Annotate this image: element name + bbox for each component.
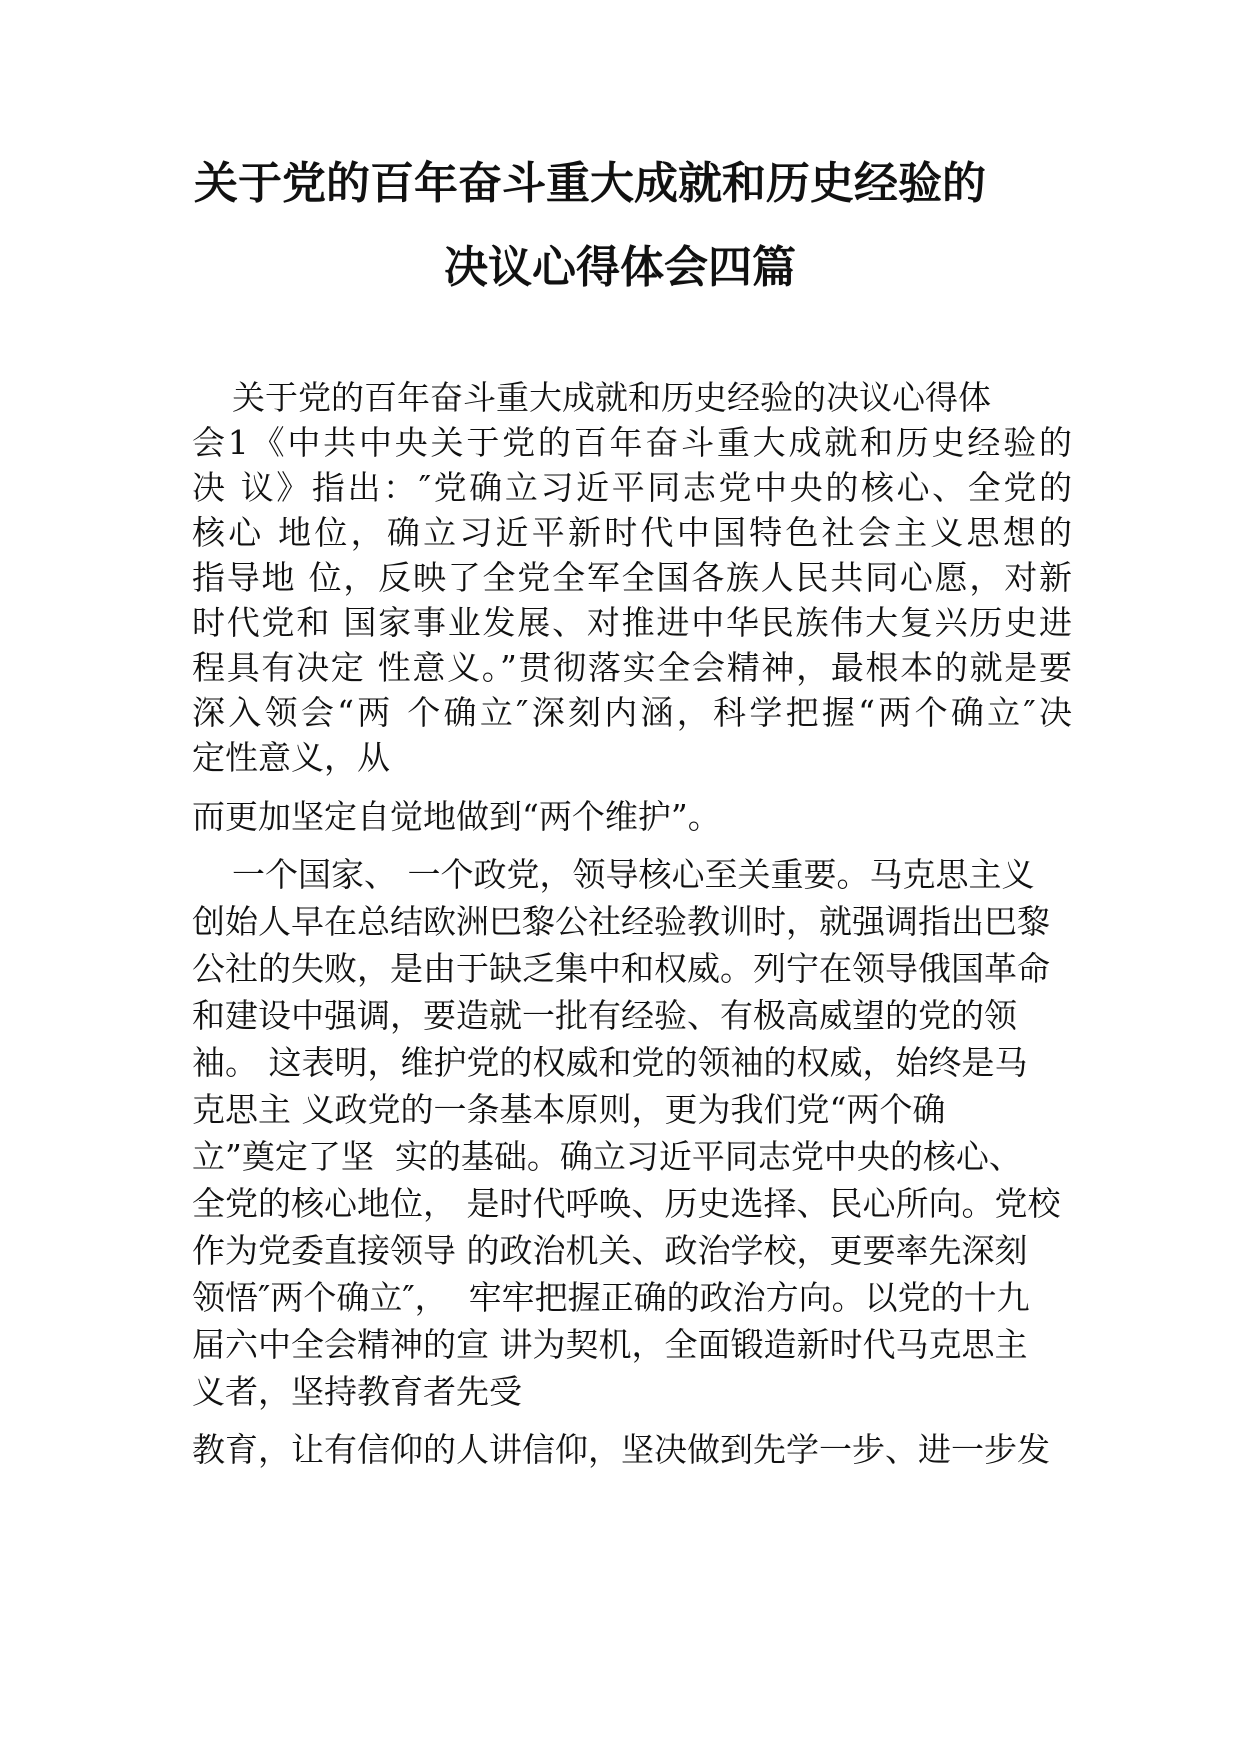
- body-line-16: 克思主 义政党的一条基本原则，更为我们党“两个确: [192, 1090, 946, 1129]
- document-title-line-1: 关于党的百年奋斗重大成就和历史经验的: [194, 158, 986, 209]
- body-line-18: 全党的核心地位， 是时代呼唤、历史选择、民心所向。党校: [192, 1184, 1061, 1223]
- body-line-10: 而更加坚定自觉地做到“两个维护”。: [192, 797, 721, 836]
- body-line-4: 核心 地位，确立习近平新时代中国特色社会主义思想的: [192, 513, 1072, 552]
- body-line-19: 作为党委直接领导 的政治机关、政治学校，更要率先深刻: [192, 1231, 1028, 1270]
- body-line-13: 公社的失败，是由于缺乏集中和权威。列宁在领导俄国革命: [192, 949, 1050, 988]
- body-line-14: 和建设中强调，要造就一批有经验、有极高威望的党的领: [192, 996, 1017, 1035]
- body-line-1: 关于党的百年奋斗重大成就和历史经验的决议心得体: [232, 378, 991, 417]
- body-line-2: 会1《中共中央关于党的百年奋斗重大成就和历史经验的: [192, 423, 1072, 462]
- body-line-23: 教育，让有信仰的人讲信仰，坚决做到先学一步、进一步发: [192, 1430, 1050, 1469]
- body-line-15: 袖。 这表明，维护党的权威和党的领袖的权威，始终是马: [192, 1043, 1028, 1082]
- body-line-22: 义者，坚持教育者先受: [192, 1372, 522, 1411]
- body-line-17: 立”奠定了坚 实的基础。确立习近平同志党中央的核心、: [192, 1137, 1022, 1176]
- body-line-8: 深入领会“两 个确立″深刻内涵，科学把握“两个确立″决: [192, 693, 1072, 732]
- document-title-line-2: 决议心得体会四篇: [444, 242, 796, 293]
- body-line-3: 决 议》指出：″党确立习近平同志党中央的核心、全党的: [192, 468, 1072, 507]
- body-line-7: 程具有决定 性意义。”贯彻落实全会精神，最根本的就是要: [192, 648, 1072, 687]
- body-line-21: 届六中全会精神的宣 讲为契机，全面锻造新时代马克思主: [192, 1325, 1028, 1364]
- body-line-5: 指导地 位，反映了全党全军全国各族人民共同心愿，对新: [192, 558, 1072, 597]
- body-line-9: 定性意义，从: [192, 738, 390, 777]
- body-line-11: 一个国家、 一个政党，领导核心至关重要。马克思主义: [232, 855, 1035, 894]
- body-line-12: 创始人早在总结欧洲巴黎公社经验教训时，就强调指出巴黎: [192, 902, 1050, 941]
- body-line-20: 领悟″两个确立″， 牢牢把握正确的政治方向。以党的十九: [192, 1278, 1030, 1317]
- body-line-6: 时代党和 国家事业发展、对推进中华民族伟大复兴历史进: [192, 603, 1072, 642]
